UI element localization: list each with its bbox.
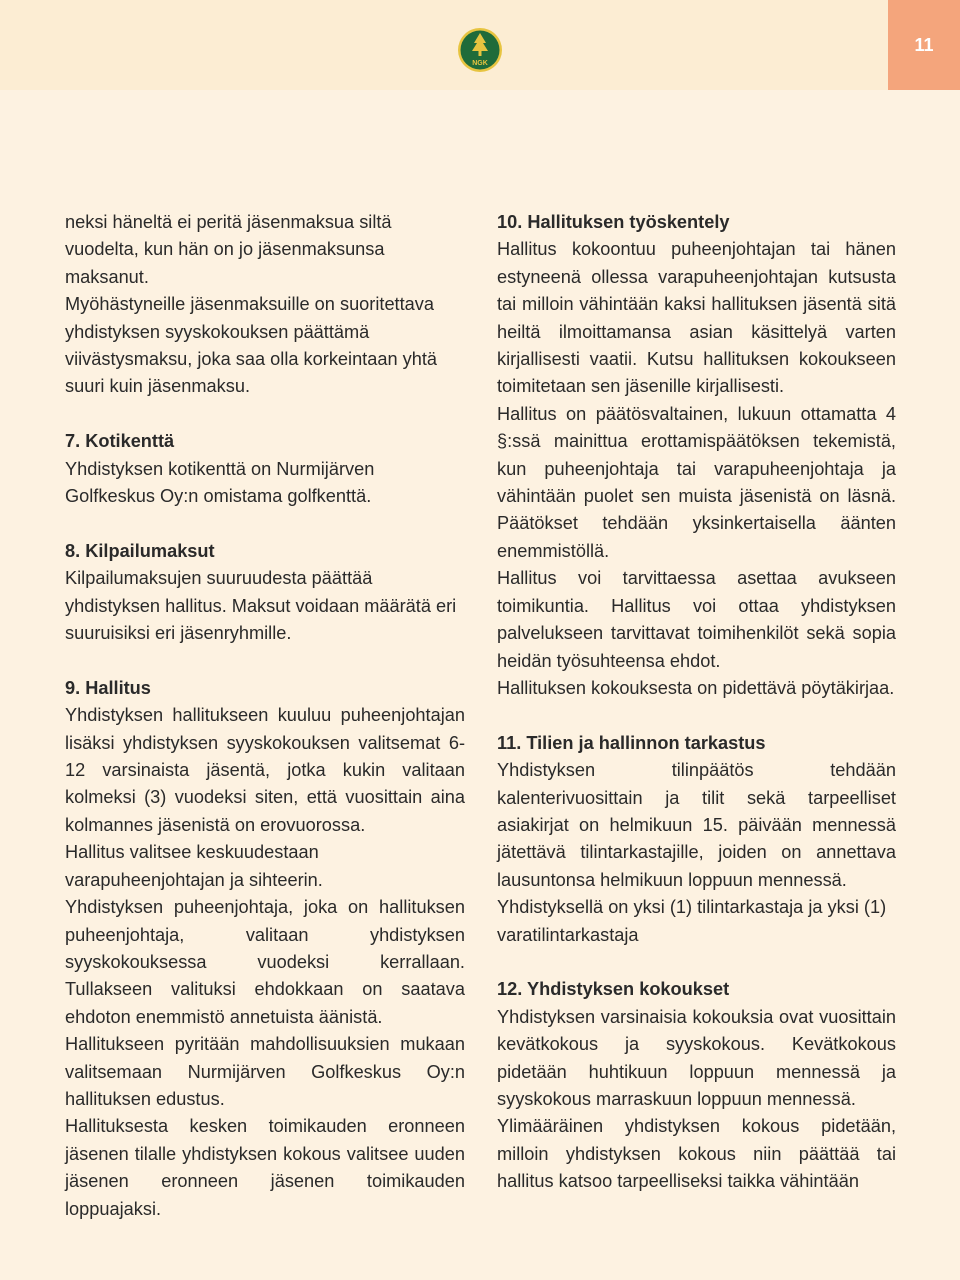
paragraph: Hallitus voi tarvittaessa asettaa avukseen toimikuntia. Hallitus voi ottaa yhdistyksen palvelukseen tarvittavat toimihenkilöt sekä sopia heidän työsuhteensa ehdot. [497, 568, 896, 671]
paragraph: Yhdistyksen tilinpäätös tehdään kalenterivuosittain ja tilit sekä tarpeelliset asiakirjat on helmikuun 15. päivään mennessä jätettävä tilintarkastajille, joiden on annettava lausuntonsa helmikuun loppuun mennessä. [497, 760, 896, 890]
paragraph: Kilpailumaksujen suuruudesta päättää yhdistyksen hallitus. Maksut voidaan määrätä eri suuruisiksi eri jäsenryhmille. [65, 568, 457, 644]
paragraph: neksi häneltä ei peritä jäsenmaksua siltä vuodelta, kun hän on jo jäsenmaksunsa maksanut. [65, 212, 392, 287]
paragraph: Yhdistyksen puheenjohtaja, joka on hallituksen puheenjohtaja, valitaan yhdistyksen syyskokouksessa vuodeksi kerrallaan. Tullakseen valituksi ehdokkaan on saatava ehdoton enemmistö annetuista äänistä. [65, 897, 465, 1027]
right-column [497, 209, 896, 1196]
paragraph: Yhdistyksellä on yksi (1) tilintarkastaja ja yksi (1) varatilintarkastaja [497, 897, 887, 945]
paragraph: Hallituksesta kesken toimikauden eronneen jäsenen tilalle yhdistyksen kokous valitsee uuden jäsenen eronneen jäsenen toimikauden loppuajaksi. [65, 1116, 465, 1219]
paragraph: Hallitus valitsee keskuudestaan varapuheenjohtajan ja sihteerin. [65, 842, 323, 890]
paragraph: Hallitukseen pyritään mahdollisuuksien mukaan valitsemaan Nurmijärven Golfkeskus Oy:n hallituksen edustus. [65, 1034, 465, 1109]
page-number-tab [888, 0, 960, 90]
paragraph: Hallitus kokoontuu puheenjohtajan tai hänen estyneenä ollessa varapuheenjohtajan kutsusta tai milloin vähintään kaksi hallituksen jäsentä sitä heiltä ilmoittamansa asian käsittelyä varten kirjallisesti vaatii. Kutsu hallituksen kokoukseen toimitetaan sen jäsenille kirjallisesti. [497, 239, 896, 397]
section-heading: 11. Tilien ja hallinnon tarkastus [497, 732, 766, 753]
paragraph: Yhdistyksen varsinaisia kokouksia ovat vuosittain kevätkokous ja syyskokous. Kevätkokous pidetään huhtikuun loppuun mennessä ja syyskokous marraskuun loppuun mennessä. [497, 1006, 896, 1109]
section-heading: 9. Hallitus [65, 677, 151, 698]
logo-text: NGK [472, 60, 488, 67]
section-heading: 10. Hallituksen työskentely [497, 212, 730, 232]
section-heading: 7. Kotikenttä [65, 431, 175, 452]
left-column [65, 209, 465, 1223]
page-number: 11 [914, 34, 934, 55]
paragraph: Hallitus on päätösvaltainen, lukuun ottamatta 4 §:ssä mainittua erottamispäätöksen tekemistä, kun puheenjohtaja tai varapuheenjohtaja ja vähintään puolet sen muista jäsenistä on läsnä. Päätökset tehdään yksinkertaisella äänten enemmistöllä. [497, 403, 896, 561]
section-heading: 8. Kilpailumaksut [65, 540, 215, 561]
paragraph: Ylimääräinen yhdistyksen kokous pidetään, milloin yhdistyksen kokous niin päättää tai hallitus katsoo tarpeelliseksi taikka vähintään [497, 1116, 896, 1192]
paragraph: Yhdistyksen hallitukseen kuuluu puheenjohtajan lisäksi yhdistyksen syyskokouksen valitsemat 6-12 varsinaista jäsentä, jotka kukin valitaan kolmeksi (3) vuodeksi siten, että vuosittain aina kolmannes jäsenistä on erovuorossa. [65, 705, 465, 835]
paragraph: Myöhästyneille jäsenmaksuille on suoritettava yhdistyksen syyskokouksen päättämä viivästysmaksu, joka saa olla korkeintaan yhtä suuri kuin jäsenmaksu. [65, 294, 438, 397]
club-logo [457, 27, 503, 73]
paragraph: Yhdistyksen kotikenttä on Nurmijärven Golfkeskus Oy:n omistama golfkenttä. [65, 458, 375, 507]
paragraph: Hallituksen kokouksesta on pidettävä pöytäkirjaa. [497, 677, 895, 698]
section-heading: 12. Yhdistyksen kokoukset [497, 979, 730, 1000]
